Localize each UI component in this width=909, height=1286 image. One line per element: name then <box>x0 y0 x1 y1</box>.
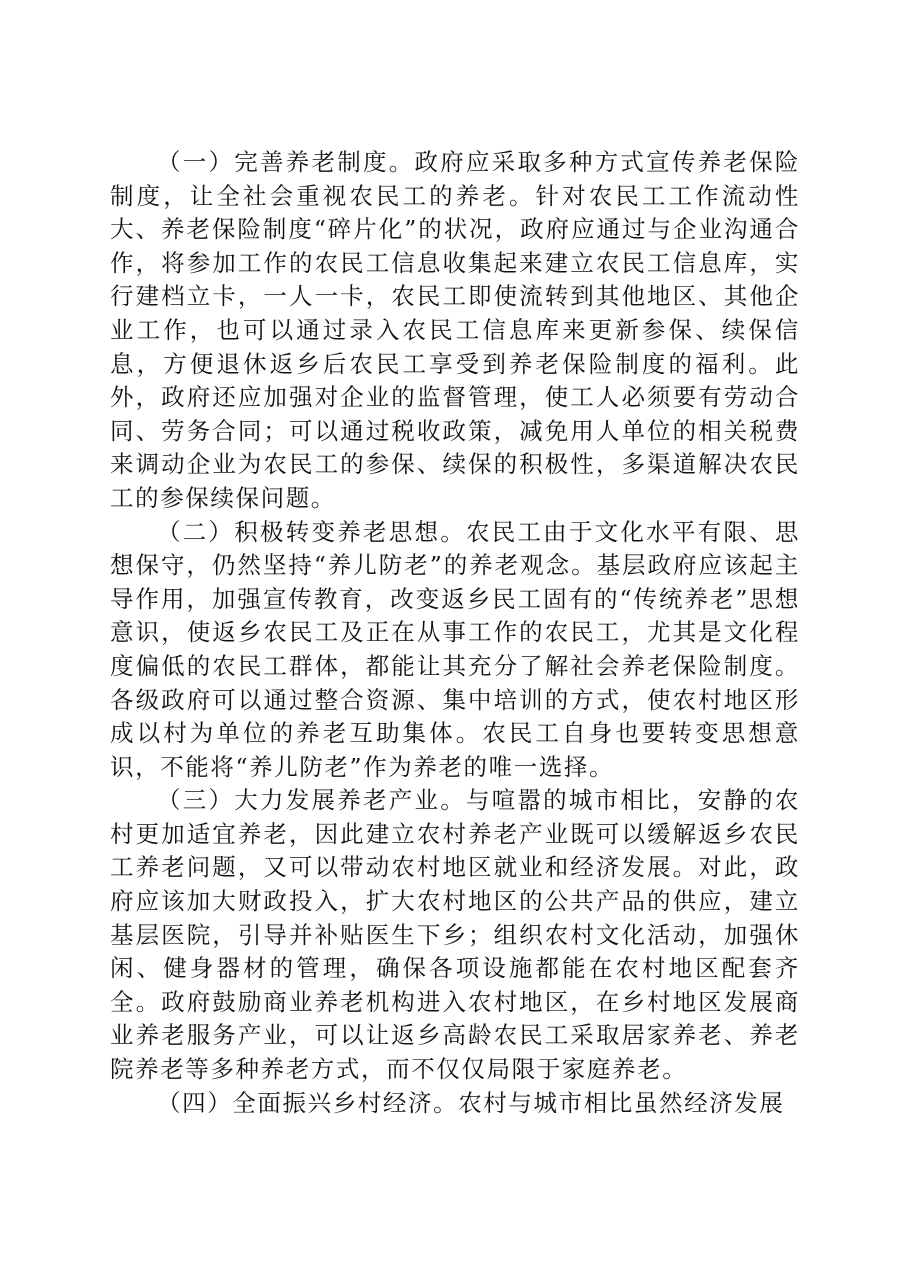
paragraph-revitalize-rural-economy: （四）全面振兴乡村经济。农村与城市相比虽然经济发展 <box>157 1088 785 1117</box>
paragraph-improve-pension-system: （一）完善养老制度。政府应采取多种方式宣传养老保险制度，让全社会重视农民工的养老。针对农民工工作流动性大、养老保险制度“碎片化”的状况，政府应通过与企业沟通合作，将参加工作的农民工信息收集起来建立农民工信息库，实行建档立卡，一人一卡，农民工即使流转到其他地区、其他企业工作，也可以通过录入农民工信息库来更新参保、续保信息，方便退休返乡后农民工享受到养老保险制度的福利。此外，政府还应加强对企业的监督管理，使工人必须要有劳动合同、劳务合同；可以通过税收政策，减免用人单位的相关税费来调动企业为农民工的参保、续保的积极性，多渠道解决农民工的参保续保问题。 <box>110 148 800 512</box>
document-body <box>110 146 800 1120</box>
paragraph-develop-pension-industry: （三）大力发展养老产业。与喧嚣的城市相比，安静的农村更加适宜养老，因此建立农村养老产业既可以缓解返乡农民工养老问题，又可以带动农村地区就业和经济发展。对此，政府应该加大财政投入，扩大农村地区的公共产品的供应，建立基层医院，引导并补贴医生下乡；组织农村文化活动，加强休闲、健身器材的管理，确保各项设施都能在农村地区配套齐全。政府鼓励商业养老机构进入农村地区，在乡村地区发展商业养老服务产业，可以让返乡高龄农民工采取居家养老、养老院养老等多种养老方式，而不仅仅局限于家庭养老。 <box>110 786 800 1084</box>
paragraph-change-pension-thinking: （二）积极转变养老思想。农民工由于文化水平有限、思想保守，仍然坚持“养儿防老”的养老观念。基层政府应该起主导作用，加强宣传教育，改变返乡民工固有的“传统养老”思想意识，使返乡农民工及正在从事工作的农民工，尤其是文化程度偏低的农民工群体，都能让其充分了解社会养老保险制度。各级政府可以通过整合资源、集中培训的方式，使农村地区形成以村为单位的养老互助集体。农民工自身也要转变思想意识，不能将“养儿防老”作为养老的唯一选择。 <box>110 517 800 781</box>
